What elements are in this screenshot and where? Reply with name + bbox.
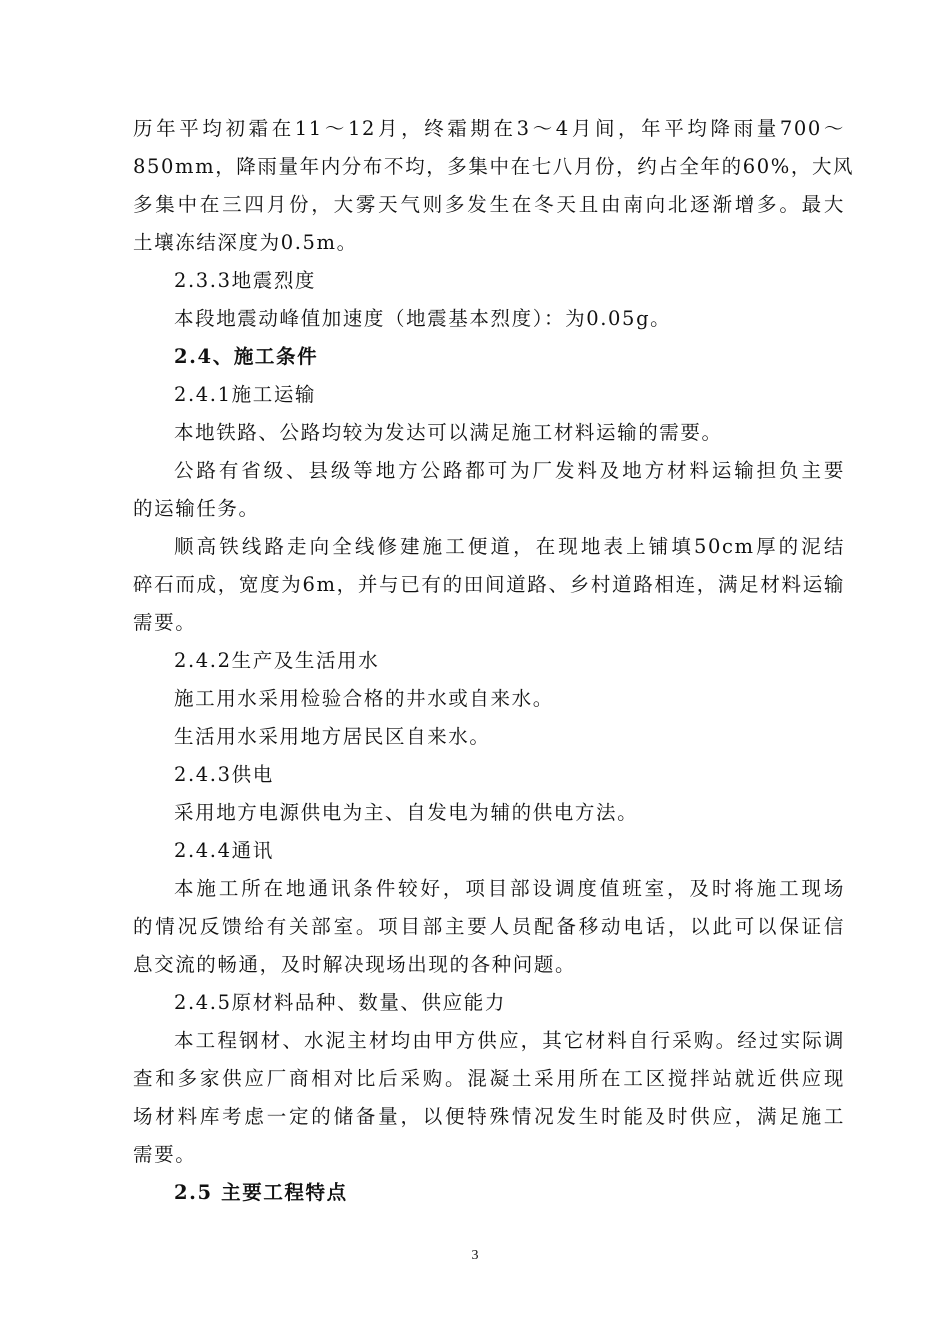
paragraph-line: 施工用水采用检验合格的井水或自来水。 xyxy=(174,687,554,710)
subsection-heading: 2.3.3地震烈度 xyxy=(174,269,317,292)
paragraph-line: 的运输任务。 xyxy=(133,497,260,520)
section-heading: 2.5 主要工程特点 xyxy=(174,1181,348,1204)
paragraph-line: 公路有省级、县级等地方公路都可为厂发料及地方材料运输担负主要 xyxy=(174,459,845,482)
paragraph-line: 土壤冻结深度为0.5m。 xyxy=(133,231,358,254)
subsection-heading: 2.4.5原材料品种、数量、供应能力 xyxy=(174,991,506,1014)
paragraph-line: 需要。 xyxy=(133,611,197,634)
subsection-heading: 2.4.1施工运输 xyxy=(174,383,317,406)
paragraph-line: 本地铁路、公路均较为发达可以满足施工材料运输的需要。 xyxy=(174,421,723,444)
subsection-heading: 2.4.4通讯 xyxy=(174,839,274,862)
paragraph-line: 850mm，降雨量年内分布不均，多集中在七八月份，约占全年的60%，大风 xyxy=(133,155,855,178)
paragraph-line: 采用地方电源供电为主、自发电为辅的供电方法。 xyxy=(174,801,639,824)
paragraph-line: 历年平均初霜在11～12月，终霜期在3～4月间，年平均降雨量700～ xyxy=(133,117,845,140)
paragraph-line: 息交流的畅通，及时解决现场出现的各种问题。 xyxy=(133,953,577,976)
page-number: 3 xyxy=(471,1248,479,1263)
paragraph-line: 顺高铁线路走向全线修建施工便道，在现地表上铺填50cm厚的泥结 xyxy=(174,535,845,558)
subsection-heading: 2.4.3供电 xyxy=(174,763,274,786)
paragraph-line: 本工程钢材、水泥主材均由甲方供应，其它材料自行采购。经过实际调 xyxy=(174,1029,845,1052)
paragraph-line: 本施工所在地通讯条件较好，项目部设调度值班室，及时将施工现场 xyxy=(174,877,845,900)
paragraph-line: 本段地震动峰值加速度（地震基本烈度）：为0.05g。 xyxy=(174,307,672,330)
paragraph-line: 场材料库考虑一定的储备量，以便特殊情况发生时能及时供应，满足施工 xyxy=(133,1105,845,1128)
paragraph-line: 多集中在三四月份，大雾天气则多发生在冬天且由南向北逐渐增多。最大 xyxy=(133,193,845,216)
paragraph-line: 碎石而成，宽度为6m，并与已有的田间道路、乡村道路相连，满足材料运输 xyxy=(133,573,845,596)
subsection-heading: 2.4.2生产及生活用水 xyxy=(174,649,380,672)
paragraph-line: 需要。 xyxy=(133,1143,197,1166)
section-heading: 2.4、施工条件 xyxy=(174,345,319,368)
paragraph-line: 的情况反馈给有关部室。项目部主要人员配备移动电话，以此可以保证信 xyxy=(133,915,845,938)
paragraph-line: 生活用水采用地方居民区自来水。 xyxy=(174,725,491,748)
paragraph-line: 查和多家供应厂商相对比后采购。混凝土采用所在工区搅拌站就近供应现 xyxy=(133,1067,845,1090)
